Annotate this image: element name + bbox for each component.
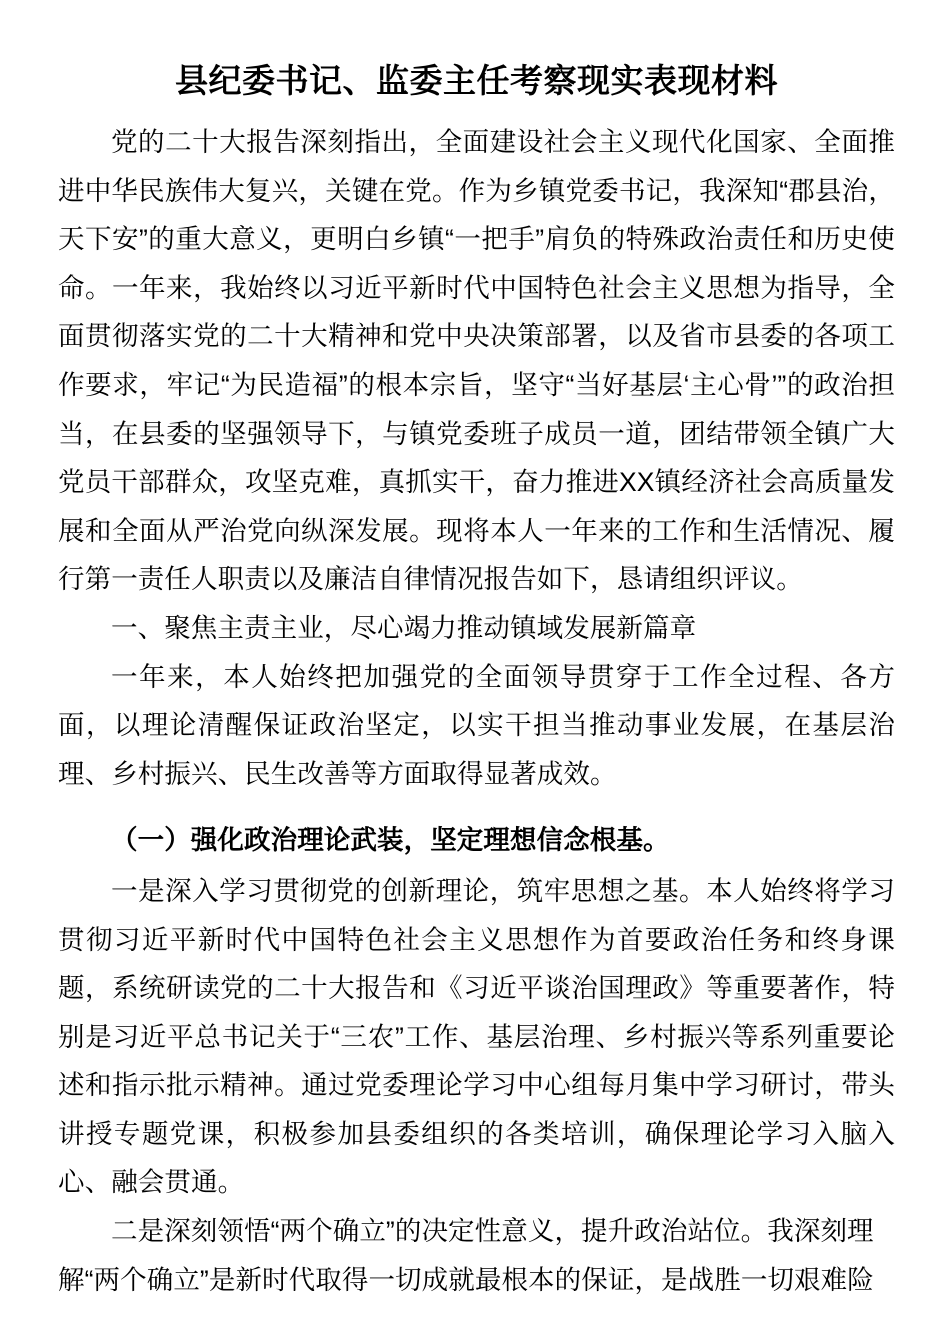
page-title: 县纪委书记、监委主任考察现实表现材料 (175, 62, 778, 99)
paragraph-point-two: 二是深刻领悟“两个确立”的决定性意义，提升政治站位。我深刻理解“两个确立”是新时代取得一切成就最根本的保证，是战胜一切艰难险 (58, 1216, 874, 1295)
subsection-heading-one-a: （一）强化政治理论武装，坚定理想信念根基。 (111, 825, 670, 856)
paragraph-point-one: 一是深入学习贯彻党的创新理论，筑牢思想之基。本人始终将学习贯彻习近平新时代中国特色社会主义思想作为首要政治任务和终身课题，系统研读党的二十大报告和《习近平谈治国理政》等重要著作，特别是习近平总书记关于“三农”工作、基层治理、乡村振兴等系列重要论述和指示批示精神。通过党委理论学习中心组每月集中学习研讨，带头讲授专题党课，积极参加县委组织的各类培训，确保理论学习入脑入心、融会贯通。 (58, 875, 895, 1198)
paragraph-intro: 党的二十大报告深刻指出，全面建设社会主义现代化国家、全面推进中华民族伟大复兴，关键在党。作为乡镇党委书记，我深知“郡县治，天下安”的重大意义，更明白乡镇“一把手”肩负的特殊政治责任和历史使命。一年来，我始终以习近平新时代中国特色社会主义思想为指导，全面贯彻落实党的二十大精神和党中央决策部署，以及省市县委的各项工作要求，牢记“为民造福”的根本宗旨，坚守“当好基层‘主心骨’”的政治担当，在县委的坚强领导下，与镇党委班子成员一道，团结带领全镇广大党员干部群众，攻坚克难，真抓实干，奋力推进XX镇经济社会高质量发展和全面从严治党向纵深发展。现将本人一年来的工作和生活情况、履行第一责任人职责以及廉洁自律情况报告如下，恳请组织评议。 (58, 127, 895, 595)
section-heading-one: 一、聚焦主责主业，尽心竭力推动镇域发展新篇章 (111, 612, 697, 643)
paragraph-section-one-lead: 一年来，本人始终把加强党的全面领导贯穿于工作全过程、各方面，以理论清醒保证政治坚定，以实干担当推动事业发展，在基层治理、乡村振兴、民生改善等方面取得显著成效。 (58, 661, 895, 789)
